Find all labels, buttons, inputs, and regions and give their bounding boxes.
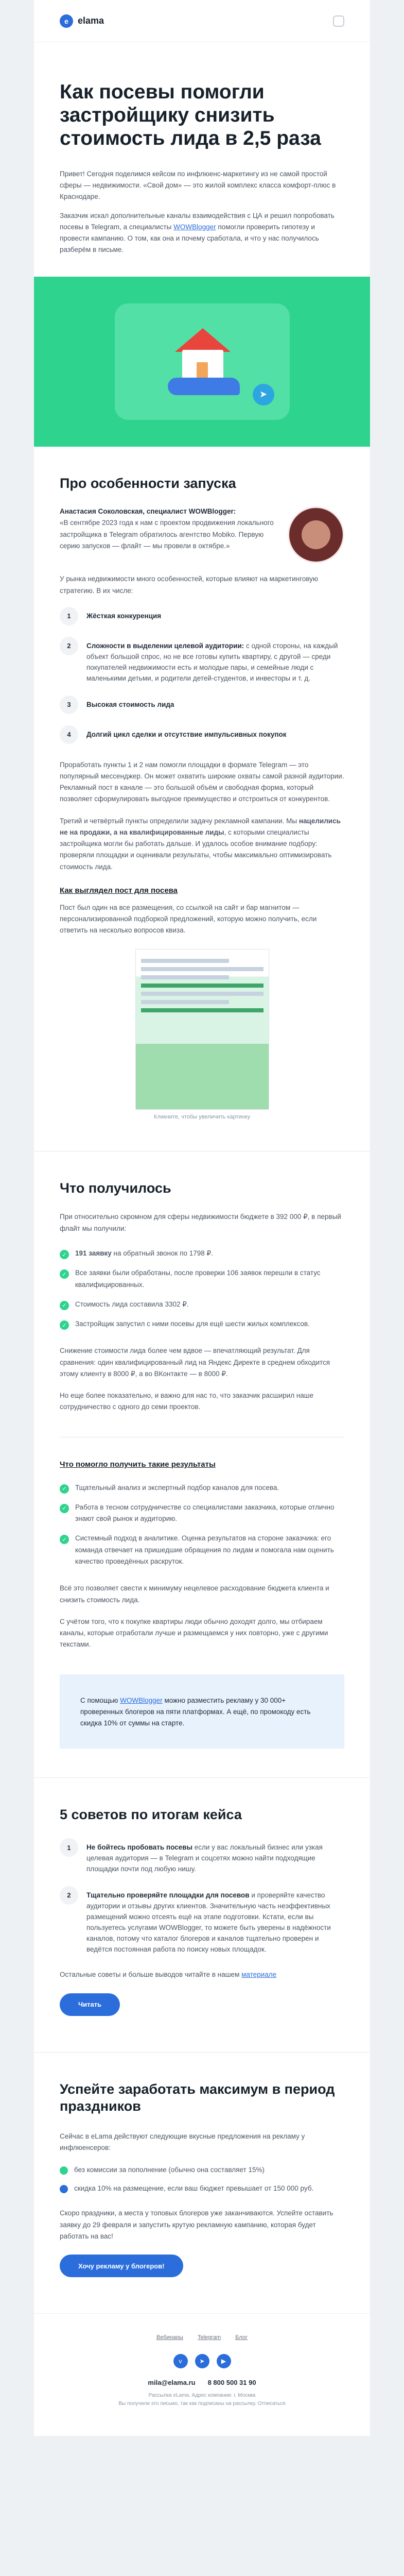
result-text: Стоимость лида составила 3302 ₽. (75, 1300, 189, 1308)
launch-paragraph-2-end: , с которыми специалисты застройщика могли бы работать дальше. И удалось особое внимание подбору: проверяли площадки и оценивали результаты, чтобы максимально оптимизировать стоимость лида. (60, 828, 332, 871)
check-icon: ✓ (60, 1250, 69, 1259)
promo-note-text (80, 1695, 324, 1730)
launch-paragraph-1: Проработать пункты 1 и 2 нам помогли площадки в формате Telegram — это популярный мессенджер. Он может охватить широкие охваты самой разной аудитории. Рекламный пост в канале — это большой объём и свободная форма, который позволяет сформулировать выгодное преимущество и отстроиться от конкурентов. (60, 760, 344, 803)
tips-list (60, 1838, 344, 1955)
legal-line-1: Рассылка eLama. Адрес компании: г. Москва (148, 2393, 256, 2399)
launch-paragraph-2-start: Третий и четвёртый пункты определили задачу рекламной кампании. Мы (60, 817, 297, 825)
wowblogger-link[interactable]: WOWBlogger (173, 223, 216, 231)
market-item-title: Жёсткая конкуренция (86, 612, 162, 620)
market-item-text (86, 637, 344, 684)
helped-item (60, 1502, 344, 1525)
tips-section (34, 1778, 370, 2052)
tip-text (86, 1886, 344, 1955)
number-badge: 4 (60, 725, 78, 744)
number-badge: 2 (60, 1886, 78, 1905)
results-list (60, 1248, 344, 1330)
result-text: Все заявки были обработаны, после проверки 106 заявок перешли в статус квалифицированных. (75, 1269, 321, 1289)
offer-text: скидка 10% на размещение, если ваш бюджет превышает от 150 000 руб. (74, 2184, 314, 2192)
telegram-icon: ➤ (253, 384, 274, 405)
market-item-text (86, 696, 174, 714)
promo-note-end: можно разместить рекламу у 30 000+ проверенных блогеров на пяти платформах. А ещё, по промокоду есть скидка 10% от суммы на старте. (80, 1696, 311, 1727)
helped-list (60, 1482, 344, 1568)
result-bold: 191 заявку (75, 1249, 112, 1257)
post-line (141, 1000, 229, 1004)
intro-paragraph-2-end: помогли проверить гипотезу и провести кампанию. О том, как она и почему сработала, и что у нас получилось разберём в письме. (60, 223, 319, 254)
result-item (60, 1248, 344, 1259)
specialist-quote: «В сентябре 2023 года к нам с проектом продвижения локального застройщика в Telegram обратилось агентство Mobiko. Первую серию запусков — флайт — мы провели в октябре.» (60, 519, 274, 550)
launch-section (34, 447, 370, 1120)
check-icon: ✓ (60, 1269, 69, 1279)
promo-note (60, 1674, 344, 1749)
market-item-2 (60, 637, 344, 684)
avatar-face (302, 520, 330, 549)
intro-paragraph-2 (60, 210, 344, 256)
results-paragraph-1: Снижение стоимости лида более чем вдвое — впечатляющий результат. Для сравнения: один квалифицированный лид на Яндекс Директе в среднем обходится этому клиенту в 8000 ₽, а во ВКонтакте — в 8000 ₽. (60, 1347, 330, 1378)
helped-text: Работа в тесном сотрудничестве со специалистами заказчика, которые отлично знают свой рынок и аудиторию. (75, 1503, 335, 1523)
intro-paragraph-1: Привет! Сегодня поделимся кейсом по инфлюенс-маркетингу из не самой простой сферы — недвижимости. «Свой дом» — это жилой комплекс класса комфорт-плюс в Краснодаре. (60, 170, 336, 201)
hand-icon (168, 378, 240, 395)
results-paragraph-2: Но еще более показательно, и важно для нас то, что заказчик расширил наше сотрудничество с одного до семи проектов. (60, 1392, 314, 1411)
result-item (60, 1267, 344, 1291)
tip-item-2 (60, 1886, 344, 1955)
offer-list (60, 2164, 344, 2195)
final-section (34, 2053, 370, 2313)
market-item-text (86, 607, 161, 625)
bullet-icon (60, 2185, 68, 2193)
contact-email[interactable]: mila@elama.ru (148, 2379, 196, 2387)
house-icon (164, 323, 241, 400)
post-example-text: Пост был один на все размещения, со ссылкой на сайт и бар магнитом — персонализированной подборкой предложений, которую можно получить, если ответить на несколько вопросов квиза. (60, 903, 317, 935)
number-badge: 1 (60, 607, 78, 625)
market-item-title: Долгий цикл сделки и отсутствие импульсивных покупок (86, 730, 287, 738)
legal-line-2: Вы получили это письмо, так как подписаны на рассылку. Отписаться (118, 2400, 286, 2406)
post-line (141, 975, 229, 979)
youtube-icon[interactable]: ▶ (217, 2354, 231, 2368)
contacts (60, 2379, 344, 2386)
post-example (60, 886, 344, 1120)
number-badge: 1 (60, 1838, 78, 1857)
tip-item-1 (60, 1838, 344, 1875)
tip-body: если у вас локальный бизнес или узкая целевая аудитория — в Telegram и соцсетях можно найти подходящие площадки почти под любую нишу. (86, 1843, 323, 1873)
telegram-social-icon[interactable]: ➤ (195, 2354, 209, 2368)
tip-title: Тщательно проверяйте площадки для посевов (86, 1891, 250, 1899)
page-title: Как посевы помогли застройщику снизить стоимость лида в 2,5 раза (60, 81, 321, 150)
tips-more-text: Остальные советы и больше выводов читайте в нашем (60, 1971, 240, 1979)
helped-paragraph-2: С учётом того, что к покупке квартиры люди обычно доходят долго, мы отбираем каналы, которые отработали лучше и размещаемся у них повторно, уже с другими текстами. (60, 1617, 328, 1649)
logo-text: elama (78, 15, 104, 26)
header (34, 0, 370, 42)
offer-text: без комиссии за пополнение (обычно она составляет 15%) (74, 2165, 265, 2174)
post-example-title: Как выглядел пост для посева (60, 886, 178, 895)
specialist-avatar (288, 506, 344, 563)
wowblogger-link[interactable]: WOWBlogger (120, 1696, 163, 1704)
hero-banner (34, 277, 370, 447)
market-item-text (86, 725, 287, 744)
tips-more (60, 1969, 344, 1980)
footer-link-blog[interactable]: Блог (235, 2334, 248, 2341)
tip-title: Не бойтесь пробовать посевы (86, 1843, 192, 1852)
helped-item (60, 1482, 344, 1494)
number-badge: 2 (60, 637, 78, 655)
tips-title: 5 советов по итогам кейса (60, 1807, 242, 1823)
results-section (34, 1151, 370, 1749)
post-line (141, 1008, 264, 1012)
footer-links (60, 2334, 344, 2341)
final-paragraph: Скоро праздники, а места у топовых блогеров уже заканчиваются. Успейте оставить заявку до 29 февраля и запустить крутую рекламную кампанию, которая будет работать на вас! (60, 2209, 333, 2240)
footer-link-webinars[interactable]: Вебинары (156, 2334, 183, 2341)
read-button[interactable]: Читать (60, 1993, 120, 2016)
final-text: Сейчас в eLama действуют следующие вкусные предложения на рекламу у инфлюенсеров: (60, 2132, 305, 2152)
house-roof (175, 328, 231, 352)
material-link[interactable]: материале (241, 1971, 277, 1979)
check-icon: ✓ (60, 1504, 69, 1513)
specialist-text (60, 506, 277, 563)
vk-icon[interactable]: v (173, 2354, 188, 2368)
result-item (60, 1299, 344, 1310)
check-icon: ✓ (60, 1484, 69, 1494)
email-body (34, 0, 370, 2436)
market-item-title: Сложности в выделении целевой аудитории: (86, 641, 244, 650)
hero-card (115, 303, 290, 420)
launch-paragraph-2-bold: нацелились не на продажи, а на квалифицированные лиды (60, 817, 341, 836)
tip-text (86, 1838, 344, 1875)
tip-body: и проверяйте качество аудитории и отзывы других клиентов. Значительную часть неэффективных размещений можно отсеять ещё на этапе подготовки. Кстати, если вы пользуетесь услугами WOWBlogger, то можете быть уверены в надёжности каналов, потому что каталог блогеров и каналов тщательно проверен и ведётся постоянная работа по поиску новых площадок. (86, 1891, 331, 1953)
post-screenshot[interactable] (135, 949, 269, 1110)
footer (34, 2313, 370, 2436)
market-item-body: с одной стороны, на каждый объект большой спрос, но не все готовы купить квартиру, с другой — среди покупателей недвижимости есть и молодые пары, и семейные люди с маленькими детьми, и родители детей-студентов, и инвесторы и т. д. (86, 641, 338, 682)
promo-note-start: С помощью (80, 1696, 118, 1704)
intro-paragraph-2-start: Заказчик искал дополнительные каналы взаимодействия с ЦА и решил попробовать посевы в Telegram, а специалисты (60, 211, 335, 231)
final-title: Успейте заработать максимум в период праздников (60, 2081, 335, 2114)
result-body: на обратный звонок по 1798 ₽. (113, 1249, 213, 1257)
logo-mark-icon: e (60, 14, 73, 28)
social-links (60, 2354, 344, 2368)
brand-logo[interactable] (60, 14, 104, 28)
bullet-icon (60, 2166, 68, 2175)
helped-paragraph-1: Всё это позволяет свести к минимуму нецелевое расходование бюджета клиента и снизить стоимость лида. (60, 1584, 329, 1604)
helped-item (60, 1533, 344, 1567)
offer-item (60, 2164, 344, 2176)
market-item-title: Высокая стоимость лида (86, 700, 174, 708)
helped-title: Что помогло получить такие результаты (60, 1460, 216, 1469)
post-line (141, 959, 229, 963)
post-caption: Кликните, чтобы увеличить картинку (153, 1113, 251, 1120)
specialist-card (60, 506, 344, 563)
helped-text: Системный подход в аналитике. Оценка результатов на стороне заказчика: его команда отвечает на пришедшие обращения по лидам и помогала нам оценить качество проведённых раскруток. (75, 1534, 334, 1565)
market-description: У рынка недвижимости много особенностей, которые влияют на маркетинговую стратегию. В их числе: (60, 575, 319, 595)
result-text (75, 1248, 213, 1259)
offer-item (60, 2183, 344, 2194)
market-item-3 (60, 696, 344, 714)
results-intro: При относительно скромном для сферы недвижимости бюджете в 392 000 ₽, в первый флайт мы получили: (60, 1213, 341, 1232)
check-icon: ✓ (60, 1320, 69, 1330)
helped-text: Тщательный анализ и экспертный подбор каналов для посева. (75, 1483, 279, 1492)
result-text: Застройщик запустил с ними посевы для ещё шести жилых комплексов. (75, 1320, 310, 1328)
post-line (141, 967, 264, 971)
launch-title: Про особенности запуска (60, 475, 236, 491)
results-title: Что получилось (60, 1180, 171, 1196)
contact-phone[interactable]: 8 800 500 31 90 (207, 2379, 256, 2387)
result-item (60, 1318, 344, 1330)
specialist-name: Анастасия Соколовская, специалист WOWBlogger: (60, 507, 236, 516)
post-line (141, 984, 264, 988)
footer-link-telegram[interactable]: Telegram (197, 2334, 221, 2341)
market-item-4 (60, 725, 344, 744)
check-icon: ✓ (60, 1535, 69, 1544)
intro (60, 168, 344, 256)
header-icon[interactable] (333, 15, 344, 27)
market-item-1 (60, 607, 344, 625)
number-badge: 3 (60, 696, 78, 714)
launch-paragraph-2 (60, 816, 344, 873)
check-icon: ✓ (60, 1301, 69, 1310)
influencer-cta-button[interactable]: Хочу рекламу у блогеров! (60, 2255, 183, 2277)
post-line (141, 992, 264, 996)
market-list (60, 607, 344, 744)
